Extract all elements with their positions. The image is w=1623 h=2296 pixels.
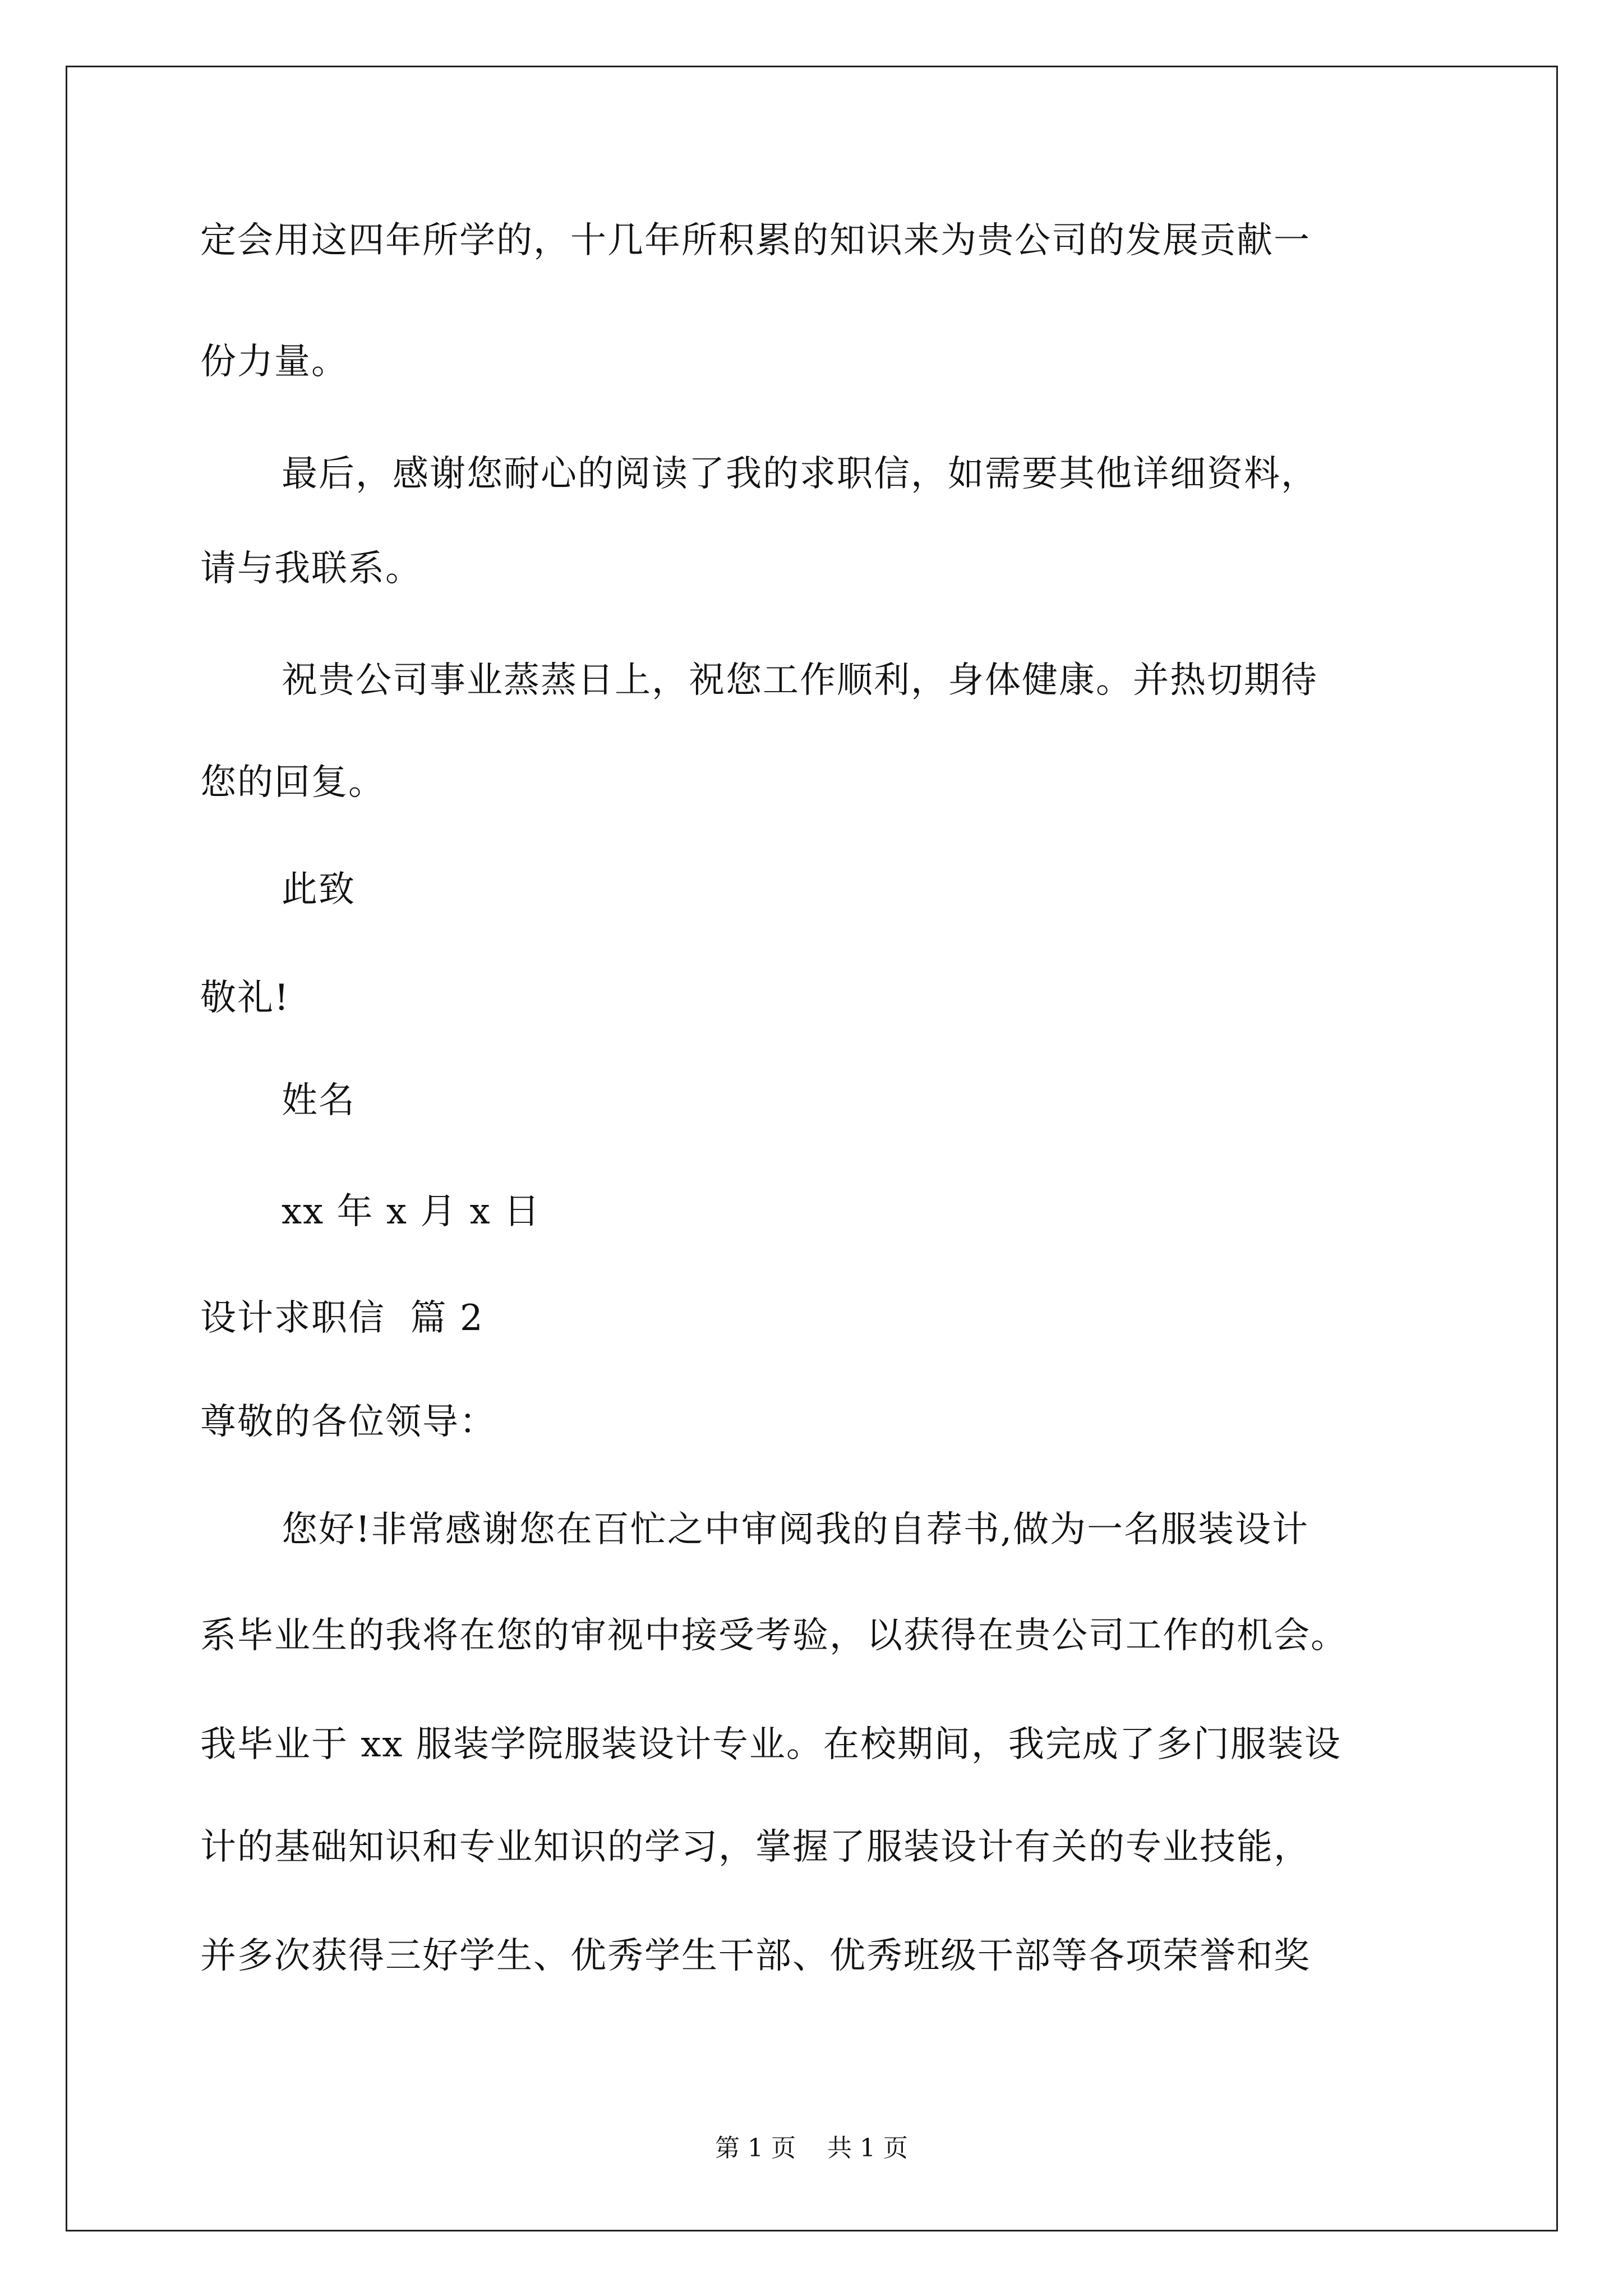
closing-regards: 敬礼!: [200, 977, 290, 1019]
body-line: 最后，感谢您耐心的阅读了我的求职信，如需要其他详细资料，: [282, 453, 1318, 495]
body-line: 定会用这四年所学的，十几年所积累的知识来为贵公司的发展贡献一: [200, 220, 1311, 261]
body-line: 您的回复。: [200, 762, 385, 803]
page-border: [66, 66, 1558, 2231]
greeting: 尊敬的各位领导：: [200, 1401, 496, 1443]
page-footer: 第 1 页 共 1 页: [715, 2134, 908, 2162]
body-line: 我毕业于 xx 服装学院服装设计专业。在校期间，我完成了多门服装设: [200, 1724, 1341, 1765]
signature-date: xx 年 x 月 x 日: [282, 1191, 541, 1232]
body-line: 份力量。: [200, 341, 348, 383]
body-line: 并多次获得三好学生、优秀学生干部、优秀班级干部等各项荣誉和奖: [200, 1935, 1311, 1977]
section-heading: 设计求职信 篇 2: [200, 1297, 484, 1339]
body-line: 计的基础知识和专业知识的学习，掌握了服装设计有关的专业技能，: [200, 1826, 1311, 1868]
body-line: 请与我联系。: [200, 548, 422, 590]
body-line: 您好!非常感谢您在百忙之中审阅我的自荐书,做为一名服装设计: [282, 1509, 1310, 1550]
closing-salutation: 此致: [282, 869, 356, 910]
body-line: 系毕业生的我将在您的审视中接受考验，以获得在贵公司工作的机会。: [200, 1615, 1348, 1657]
signature-name: 姓名: [282, 1080, 356, 1121]
body-line: 祝贵公司事业蒸蒸日上，祝您工作顺利，身体健康。并热切期待: [282, 660, 1318, 701]
